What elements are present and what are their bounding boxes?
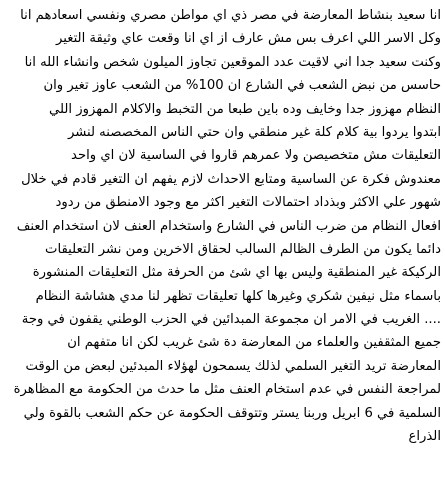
text-line: وكنت سعيد جدا اني لاقيت عدد الموقعين تجاوز الميلون شخص وانشاء الله انا	[24, 54, 441, 70]
text-line: المعارضة تريد التغير السلمي لذلك يسمحون لهؤلاء المبدئين لبعض من الوقت	[25, 358, 441, 374]
text-line: التعليقات مش متخصيصن ولا عمرهم قاروا في الساسية لان اي واحد	[71, 148, 441, 164]
text-line: دائما يكون من الطرف الظالم السالب لحقاق الاخرين ومن نشر التعليقات	[45, 241, 441, 257]
text-line: انا سعيد بنشاط المعارضة في مصر ذي اي مواطن مصري ونفسي اسعادهم انا	[20, 8, 441, 23]
text-line: افعال النظام من ضرب الناس في الشارع واستخدام العنف لان استخدام العنف	[16, 218, 441, 234]
text-line: وكل الاسر اللي اعرف بس مش عارف از اي انا وقعت عاي وثيقة التغير	[55, 31, 441, 47]
text-line: معندوش فكرة عن الساسية ومتابع الاحداث لازم يفهم ان التغير قادم في خلال	[21, 171, 441, 187]
text-line: جميع المثقفين والعلماء من المعارضة دة شئ غريب لكن انا متفهم ان	[67, 335, 441, 351]
text-line: الركيكة غير المنطقية وليس بها اي شئ من الحرفة مثل التعليقات المنشورة	[32, 265, 441, 281]
text-line: لمراجعة النفس في عدم استخام العنف مثل ما حدث من الحكومة مع المظاهرة	[13, 382, 441, 398]
text-line: النظام مهزوز جدا وخايف وده باين طبعا من التخبط والاكلام المهزوز اللي	[48, 101, 441, 117]
text-line: ابتدوا يردوا بية كلام كلة غير منطقي وان حتي الناس المخصصنه لنشر	[67, 124, 441, 140]
text-line: .... الغريب في الامر ان مجموعة المبدائين في الحزب الوطني يقفون في وجة	[21, 312, 441, 328]
text-line: شهور علي الاكثر وبذداد احتمالات التغير اكثر مع وجود الامنطق من ردود	[55, 195, 441, 211]
arabic-text-block	[6, 4, 441, 448]
text-line: الذراع	[408, 429, 441, 445]
text-line: السلمية في 6 ابريل وربنا يستر وتتوقف الحكومة عن حكم الشعب بالقوة ولي	[23, 405, 441, 421]
text-line: حاسس من نبض الشعب في الشارع ان 100% من الشعب عاوز تغير وان	[43, 78, 441, 94]
text-line: باسماء مثل نيفين شكري وغيرها كلها تعليقات تظهر لنا مدي هشاشة النظام	[35, 288, 441, 304]
